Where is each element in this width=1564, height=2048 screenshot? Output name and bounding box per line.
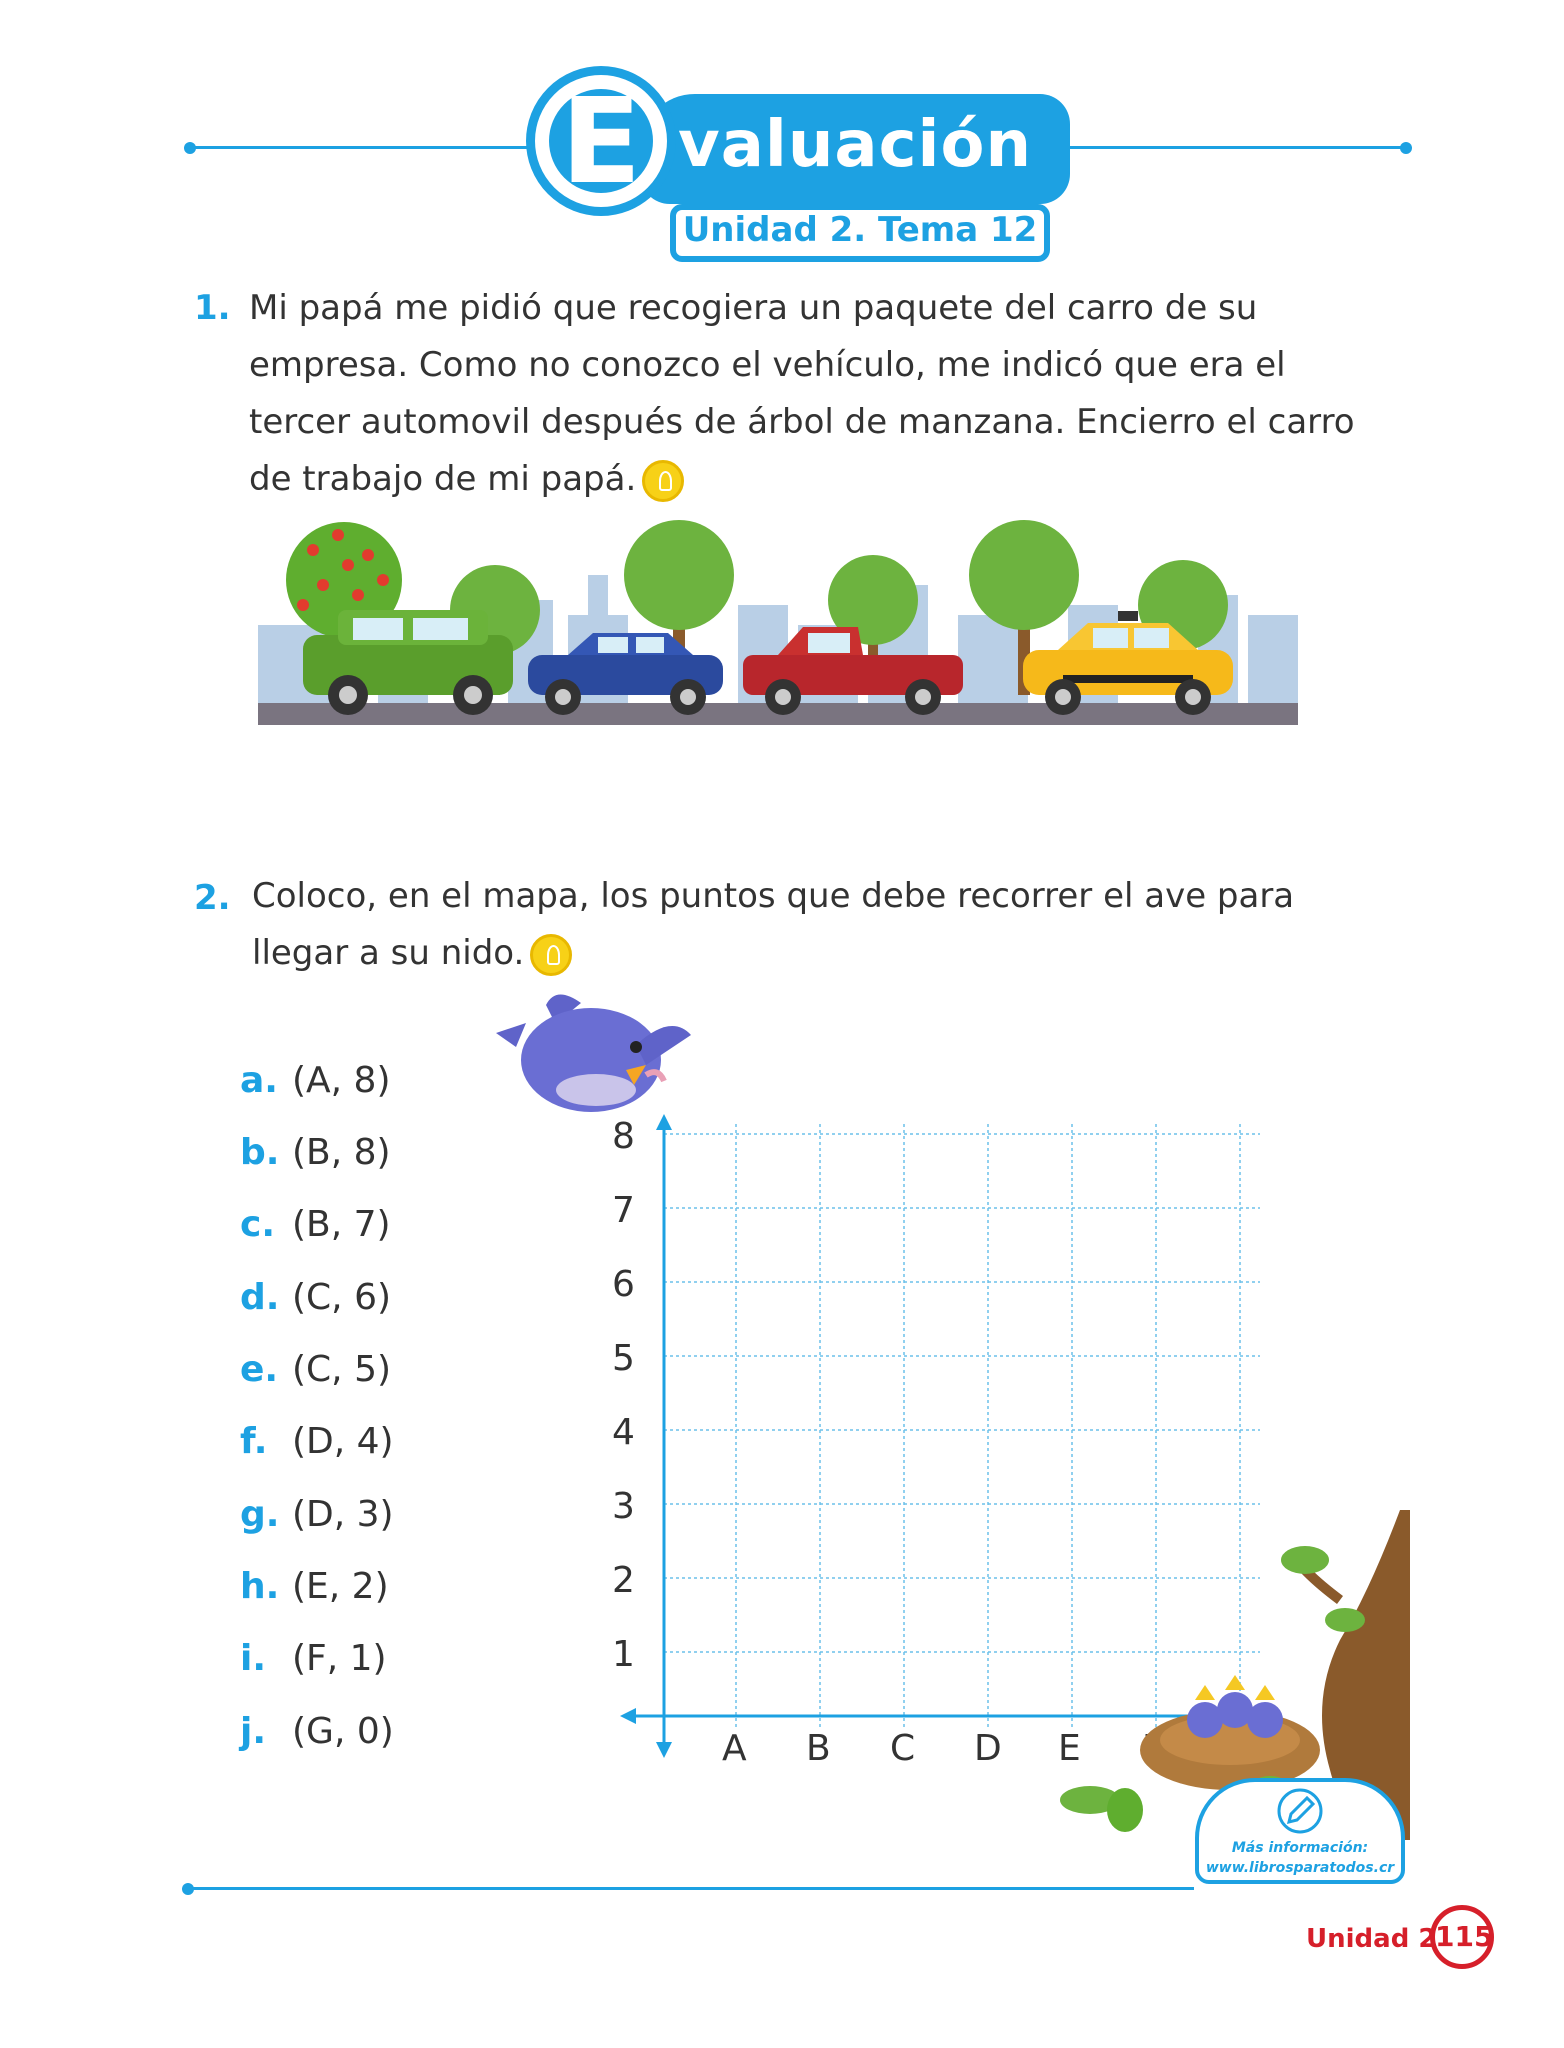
page-subtitle: Unidad 2. Tema 12 (682, 210, 1038, 250)
footer-unit-label: Unidad 2 (1306, 1924, 1437, 1954)
list-item: e. (C, 5) (240, 1349, 392, 1390)
list-item: g. (D, 3) (240, 1494, 394, 1535)
list-item: f. (D, 4) (240, 1421, 394, 1462)
question-1-text (249, 280, 1429, 508)
y-axis-label: 8 (612, 1116, 635, 1157)
y-axis-label: 3 (612, 1486, 635, 1527)
y-axis-label: 5 (612, 1338, 635, 1379)
list-item: a. (A, 8) (240, 1060, 391, 1101)
title-e-badge (526, 66, 676, 216)
info-badge-line1: Más información: (1231, 1840, 1369, 1856)
lightbulb-icon (642, 460, 684, 502)
question-2-line: llegar a su nido. (252, 925, 1402, 982)
question-2-number: 2. (194, 878, 231, 918)
question-1-line: Mi papá me pidió que recogiera un paquete del carro de su (249, 288, 1258, 328)
question-1-line: empresa. Como no conozco el vehículo, me indicó que era el (249, 345, 1286, 385)
list-item: c. (B, 7) (240, 1204, 391, 1245)
header-rule-dot-right (1400, 142, 1412, 154)
x-axis-label: D (974, 1728, 1002, 1769)
question-1-number: 1. (194, 288, 231, 328)
list-item: h. (E, 2) (240, 1566, 389, 1607)
bird-icon (486, 985, 696, 1125)
y-axis-label: 6 (612, 1264, 635, 1305)
info-badge-text[interactable] (1195, 1838, 1405, 1878)
y-axis-label: 1 (612, 1634, 635, 1675)
header-rule-right (1068, 146, 1408, 149)
list-item: d. (C, 6) (240, 1277, 392, 1318)
question-2-line: Coloco, en el mapa, los puntos que debe recorrer el ave para (252, 876, 1295, 916)
question-1-line: tercer automovil después de árbol de manzana. Encierro el carro (249, 402, 1355, 442)
list-item: i. (F, 1) (240, 1638, 387, 1679)
question-2-text (252, 868, 1402, 982)
x-axis-label: B (806, 1728, 831, 1769)
y-axis-label: 2 (612, 1560, 635, 1601)
info-badge-link[interactable]: www.librosparatodos.cr (1205, 1860, 1395, 1876)
y-axis-label: 7 (612, 1190, 635, 1231)
footer-rule (188, 1887, 1194, 1890)
street-illustration[interactable] (258, 515, 1298, 725)
y-axis-label: 4 (612, 1412, 635, 1453)
question-1-line: de trabajo de mi papá. (249, 451, 1429, 508)
lightbulb-icon (530, 934, 572, 976)
list-item: b. (B, 8) (240, 1132, 391, 1173)
title-letter: E (549, 89, 653, 193)
page-title: valuación (678, 108, 1032, 182)
header-rule-left (190, 146, 535, 149)
x-axis-label: E (1058, 1728, 1081, 1769)
x-axis-label: C (890, 1728, 916, 1769)
x-axis-label: A (722, 1728, 747, 1769)
list-item: j. (G, 0) (240, 1711, 394, 1752)
pencil-icon (1275, 1788, 1325, 1834)
page-number: 115 (1430, 1905, 1494, 1969)
